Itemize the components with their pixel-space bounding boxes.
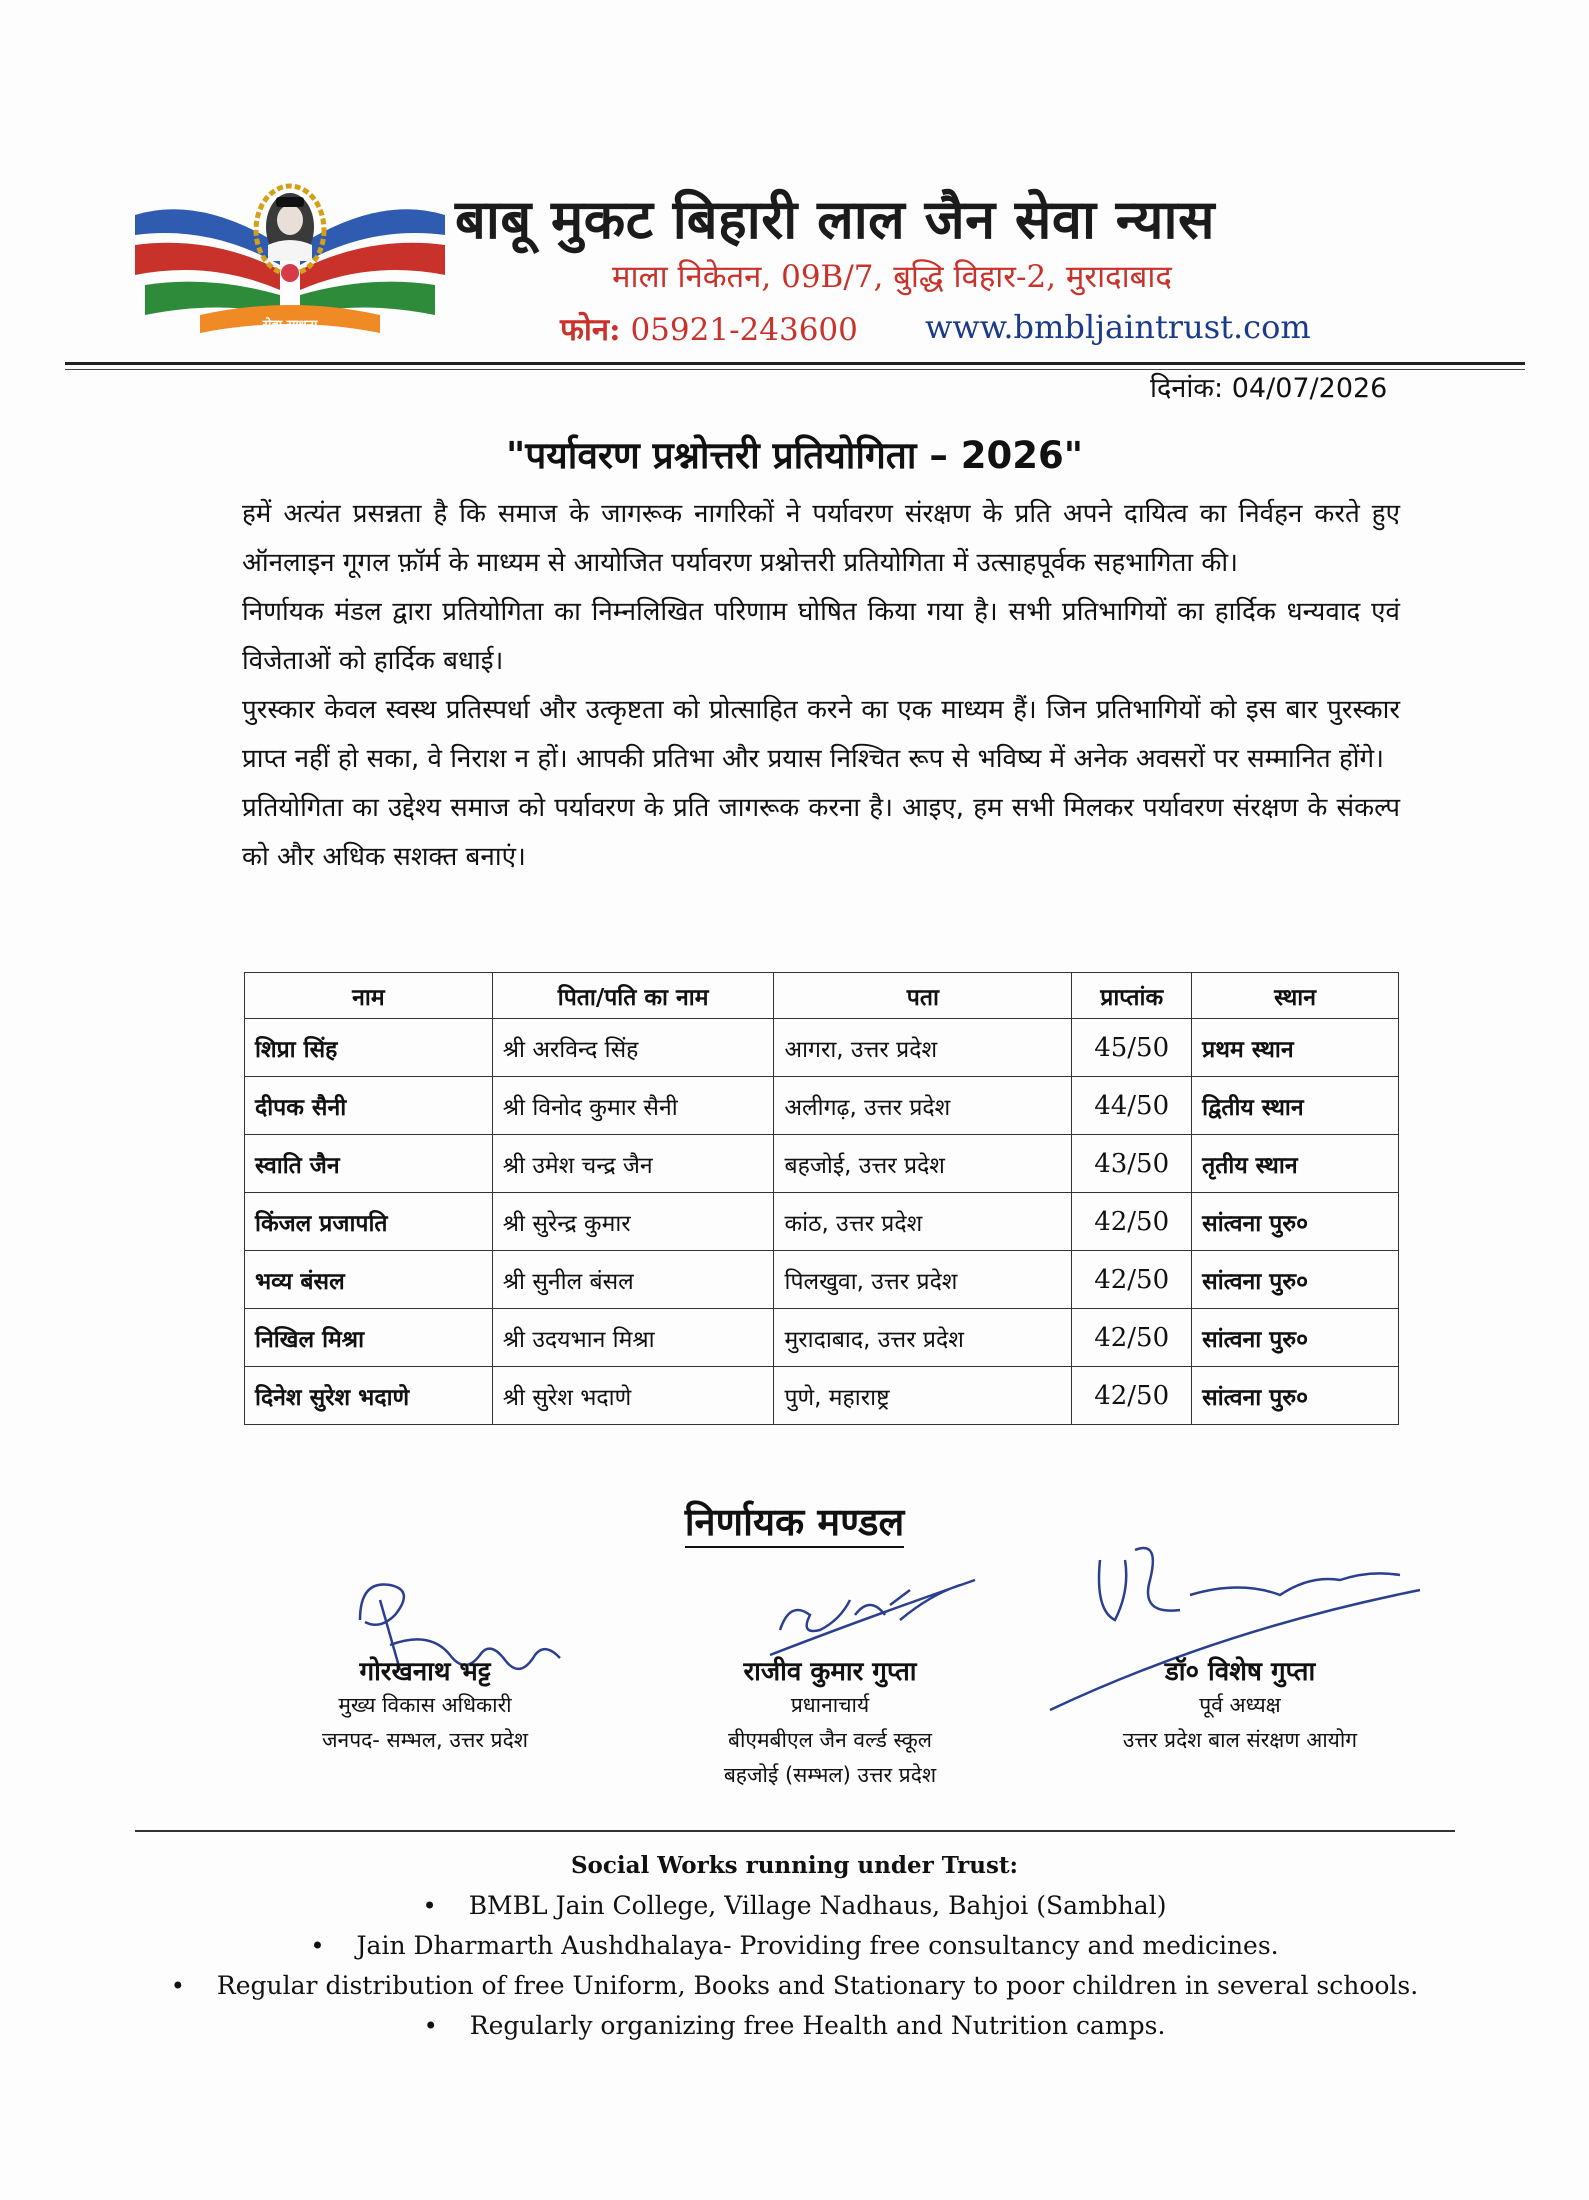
logo-portrait-cap <box>276 197 304 207</box>
table-row <box>245 1135 1399 1193</box>
logo-portrait-face <box>277 205 303 235</box>
cell-address: आगरा, उत्तर प्रदेश <box>774 1019 1072 1077</box>
header-father-name: पिता/पति का नाम <box>492 973 774 1019</box>
cell-name: भव्य बंसल <box>245 1251 493 1309</box>
cell-name: दीपक सैनी <box>245 1077 493 1135</box>
logo-flower <box>281 264 299 282</box>
cell-father-name: श्री उमेश चन्द्र जैन <box>492 1135 774 1193</box>
cell-score: 45/50 <box>1072 1019 1192 1077</box>
cell-name: दिनेश सुरेश भदाणे <box>245 1367 493 1425</box>
cell-address: मुरादाबाद, उत्तर प्रदेश <box>774 1309 1072 1367</box>
judge-office: जनपद- सम्भल, उत्तर प्रदेश <box>321 1728 529 1752</box>
cell-score: 42/50 <box>1072 1251 1192 1309</box>
logo-portrait-shawl <box>268 240 312 261</box>
trust-logo <box>130 175 450 345</box>
table-row <box>245 1367 1399 1425</box>
cell-address: पिलखुवा, उत्तर प्रदेश <box>774 1251 1072 1309</box>
cell-rank: सांत्वना पुरु० <box>1192 1367 1399 1425</box>
table-row <box>245 1019 1399 1077</box>
jury-heading-text: निर्णायक मण्डल <box>685 1500 905 1548</box>
org-address: माला निकेतन, 09B/7, बुद्धि विहार-2, मुरादाबाद <box>612 259 1172 295</box>
cell-address: बहजोई, उत्तर प्रदेश <box>774 1135 1072 1193</box>
cell-father-name: श्री विनोद कुमार सैनी <box>492 1077 774 1135</box>
cell-father-name: श्री सुरेश भदाणे <box>492 1367 774 1425</box>
footer-divider <box>135 1830 1455 1832</box>
org-phone <box>560 308 858 350</box>
cell-address: अलीगढ़, उत्तर प्रदेश <box>774 1077 1072 1135</box>
cell-father-name: श्री उदयभान मिश्रा <box>492 1309 774 1367</box>
cell-rank: द्वितीय स्थान <box>1192 1077 1399 1135</box>
body-paragraph-3: पुरस्कार केवल स्वस्थ प्रतिस्पर्धा और उत्कृष्टता को प्रोत्साहित करने का एक माध्यम हैं। जिन प्रतिभागियों को इस बार पुरस्कार प्राप्त नहीं हो सका, वे निराश न हों। आपकी प्रतिभा और प्रयास निश्चित रूप से भविष्य में अनेक अवसरों पर सम्मानित होंगे। <box>242 695 1400 774</box>
header-address: पता <box>774 973 1072 1019</box>
footer-title: Social Works running under Trust: <box>570 1852 1019 1879</box>
list-item: • Jain Dharmarth Aushdhalaya- Providing free consultancy and medicines. <box>0 1926 1589 1966</box>
letterhead-divider <box>65 362 1525 365</box>
judge-name: डॉ० विशेष गुप्ता <box>1164 1657 1316 1687</box>
cell-rank: सांत्वना पुरु० <box>1192 1251 1399 1309</box>
phone-number: 05921-243600 <box>630 312 858 348</box>
cell-address: कांठ, उत्तर प्रदेश <box>774 1193 1072 1251</box>
cell-name: निखिल मिश्रा <box>245 1309 493 1367</box>
cell-rank: सांत्वना पुरु० <box>1192 1309 1399 1367</box>
judge-2 <box>640 1652 1020 1793</box>
cell-score: 44/50 <box>1072 1077 1192 1135</box>
org-website: www.bmbljaintrust.com <box>925 308 1311 346</box>
judge-designation: पूर्व अध्यक्ष <box>1199 1693 1281 1717</box>
list-item: • BMBL Jain College, Village Nadhaus, Bahjoi (Sambhal) <box>0 1886 1589 1926</box>
cell-rank: तृतीय स्थान <box>1192 1135 1399 1193</box>
cell-rank: प्रथम स्थान <box>1192 1019 1399 1077</box>
cell-father-name: श्री अरविन्द सिंह <box>492 1019 774 1077</box>
table-row <box>245 1077 1399 1135</box>
cell-address: पुणे, महाराष्ट्र <box>774 1367 1072 1425</box>
header-name: नाम <box>245 973 493 1019</box>
body-paragraph-4: प्रतियोगिता का उद्देश्य समाज को पर्यावरण के प्रति जागरूक करना है। आइए, हम सभी मिलकर पर्यावरण संरक्षण के संकल्प को और अधिक सशक्त बनाएं। <box>242 793 1400 872</box>
cell-score: 43/50 <box>1072 1135 1192 1193</box>
phone-label: फोन: <box>560 312 621 348</box>
body-paragraph-2: निर्णायक मंडल द्वारा प्रतियोगिता का निम्नलिखित परिणाम घोषित किया गया है। सभी प्रतिभागियों का हार्दिक धन्यवाद एवं विजेताओं को हार्दिक बधाई। <box>242 597 1400 676</box>
header-rank: स्थान <box>1192 973 1399 1019</box>
judge-name: गोरखनाथ भट्ट <box>359 1657 491 1687</box>
judge-3 <box>1050 1652 1430 1758</box>
judge-1 <box>215 1652 635 1758</box>
judge-office: बीएमबीएल जैन वर्ल्ड स्कूल <box>727 1728 933 1752</box>
footer-list <box>0 1886 1589 2046</box>
cell-name: स्वाति जैन <box>245 1135 493 1193</box>
judge-office: उत्तर प्रदेश बाल संरक्षण आयोग <box>1122 1728 1358 1752</box>
cell-score: 42/50 <box>1072 1193 1192 1251</box>
logo-text: सेवा साधना <box>262 318 318 333</box>
judge-name: राजीव कुमार गुप्ता <box>743 1657 917 1687</box>
table-row <box>245 1309 1399 1367</box>
header-score: प्राप्तांक <box>1072 973 1192 1019</box>
body-paragraph-1: हमें अत्यंत प्रसन्नता है कि समाज के जागरूक नागरिकों ने पर्यावरण संरक्षण के प्रति अपने दायित्व का निर्वहन करते हुए ऑनलाइन गूगल फ़ॉर्म के माध्यम से आयोजित पर्यावरण प्रश्नोत्तरी प्रतियोगिता में उत्साहपूर्वक सहभागिता की। <box>242 499 1400 578</box>
cell-name: शिप्रा सिंह <box>245 1019 493 1077</box>
judge-location: बहजोई (सम्भल) उत्तर प्रदेश <box>723 1763 937 1787</box>
cell-rank: सांत्वना पुरु० <box>1192 1193 1399 1251</box>
document-title: "पर्यावरण प्रश्नोत्तरी प्रतियोगिता – 2026" <box>505 434 1083 477</box>
cell-name: किंजल प्रजापति <box>245 1193 493 1251</box>
cell-father-name: श्री सुनील बंसल <box>492 1251 774 1309</box>
date-label: दिनांक: <box>1150 373 1224 404</box>
table-header-row <box>245 973 1399 1019</box>
table-row <box>245 1251 1399 1309</box>
cell-father-name: श्री सुरेन्द्र कुमार <box>492 1193 774 1251</box>
table-row <box>245 1193 1399 1251</box>
date-value: 04/07/2026 <box>1231 373 1388 404</box>
results-table <box>244 972 1399 1425</box>
cell-score: 42/50 <box>1072 1309 1192 1367</box>
document-body <box>242 490 1400 882</box>
list-item: • Regular distribution of free Uniform, Books and Stationary to poor children in several schools. <box>0 1966 1589 2006</box>
cell-score: 42/50 <box>1072 1367 1192 1425</box>
list-item: • Regularly organizing free Health and Nutrition camps. <box>0 2006 1589 2046</box>
document-date <box>1150 368 1387 405</box>
judge-designation: प्रधानाचार्य <box>790 1693 870 1717</box>
judge-designation: मुख्य विकास अधिकारी <box>338 1693 512 1717</box>
org-name: बाबू मुकट बिहारी लाल जैन सेवा न्यास <box>455 188 1215 251</box>
